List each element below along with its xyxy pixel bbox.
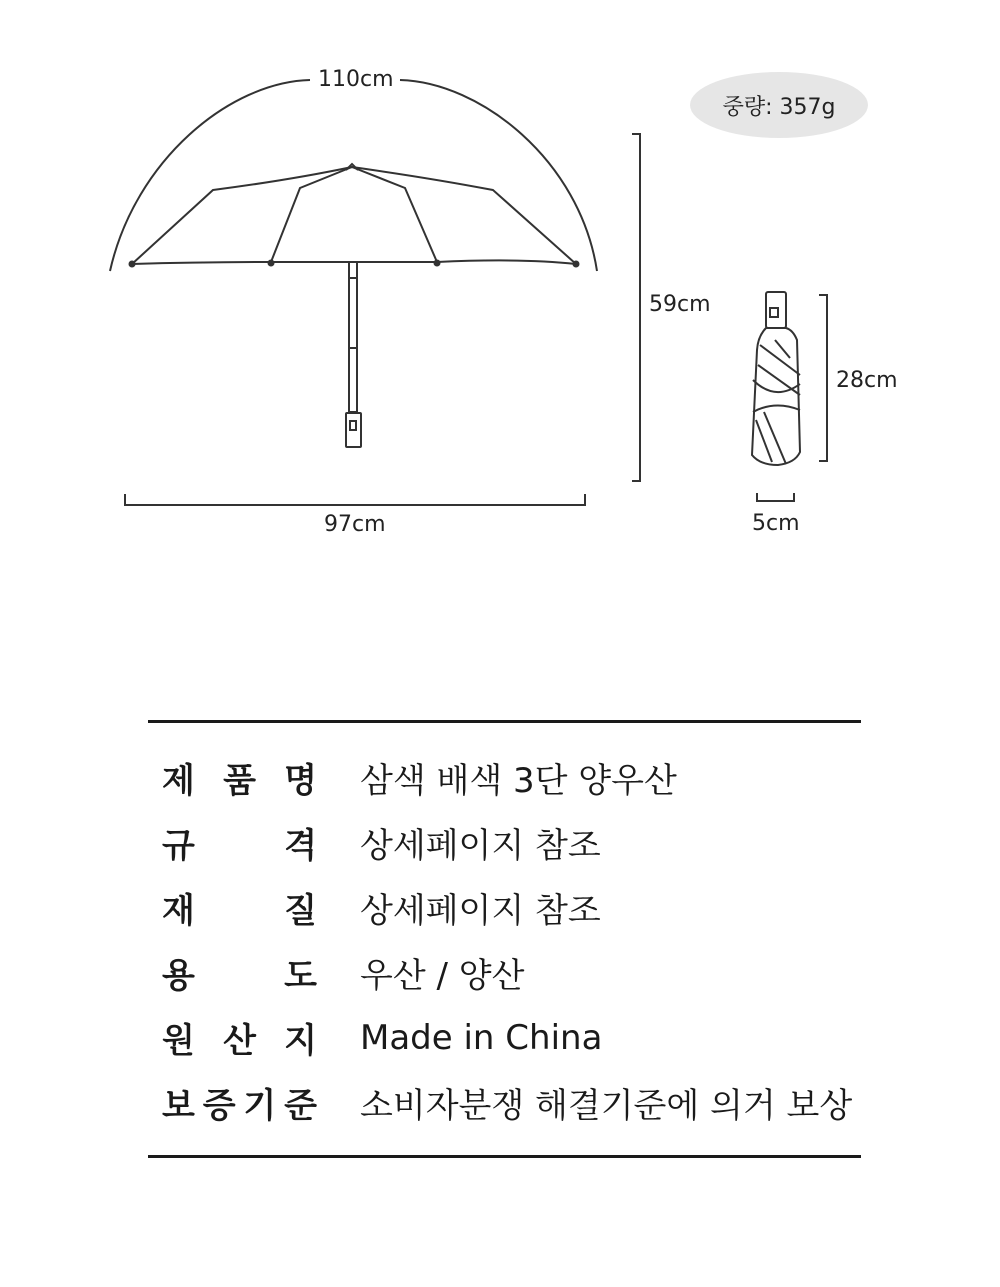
spec-label: 규 격 — [162, 826, 317, 866]
folded-height-dimension-line — [819, 295, 827, 461]
folded-umbrella — [752, 292, 800, 465]
arc-dimension-line — [110, 80, 310, 271]
folded-height-label: 28cm — [836, 368, 898, 393]
canopy-rib-right — [352, 167, 437, 262]
height-dimension-line — [632, 134, 640, 481]
umbrella-diagram — [0, 0, 1000, 600]
spec-label: 원 산 지 — [162, 1021, 317, 1061]
arc-dimension-label: 110cm — [318, 67, 394, 92]
weight-badge — [690, 72, 868, 138]
spec-row-size — [148, 810, 861, 875]
spec-row-usage — [148, 940, 861, 1005]
width-dimension-label: 97cm — [324, 512, 386, 537]
width-dimension-line — [125, 494, 585, 505]
height-dimension-label: 59cm — [649, 292, 711, 317]
canopy-rib-left — [271, 167, 352, 262]
spec-label: 용 도 — [162, 956, 317, 996]
spec-value: Made in China — [360, 1017, 603, 1058]
umbrella-shaft — [349, 262, 357, 412]
bottom-divider — [148, 1155, 861, 1158]
spec-label: 재 질 — [162, 891, 317, 931]
spec-row-product-name — [148, 745, 861, 810]
spec-value: 소비자분쟁 해결기준에 의거 보상 — [360, 1086, 853, 1126]
spec-row-warranty — [148, 1070, 861, 1135]
folded-width-label: 5cm — [752, 511, 800, 536]
spec-table — [148, 720, 861, 1158]
canopy-outline — [132, 167, 576, 264]
weight-label: 중량: 357g — [722, 94, 836, 120]
folded-width-dimension-line — [757, 493, 794, 501]
spec-value: 상세페이지 참조 — [360, 826, 601, 866]
spec-label: 보 증 기 준 — [162, 1086, 317, 1126]
spec-value: 상세페이지 참조 — [360, 891, 601, 931]
spec-row-material — [148, 875, 861, 940]
spec-value: 삼색 배색 3단 양우산 — [360, 761, 677, 801]
spec-row-origin — [148, 1005, 861, 1070]
spec-label: 제 품 명 — [162, 761, 317, 801]
spec-value: 우산 / 양산 — [360, 956, 525, 996]
